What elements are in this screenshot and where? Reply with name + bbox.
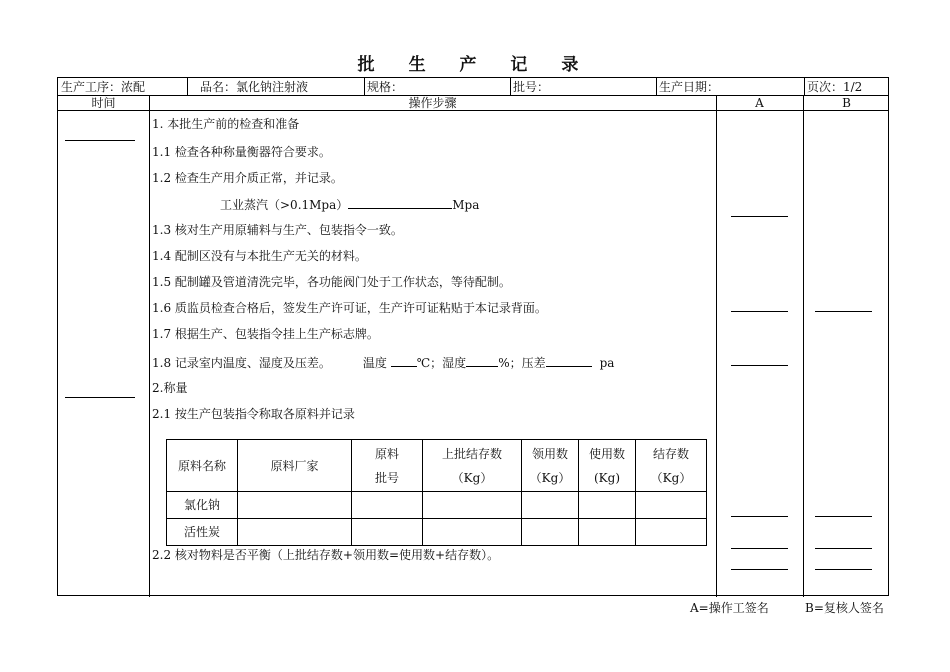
table-row [167, 492, 707, 519]
used-header: 使用数 (Kg) [579, 440, 636, 492]
operator-signature-blank[interactable] [731, 516, 788, 517]
step-1-7: 1.7 根据生产、包装指令挂上生产标志牌。 [152, 327, 379, 341]
table-cell[interactable] [579, 492, 636, 519]
reviewer-signature-blank[interactable] [815, 516, 872, 517]
material-maker-header: 原料厂家 [238, 440, 352, 492]
a-column-divider [803, 95, 804, 597]
table-cell[interactable] [636, 519, 707, 546]
date-field: 生产日期： [659, 80, 720, 94]
reviewer-signature-blank[interactable] [815, 548, 872, 549]
temperature-label: 温度 [362, 356, 387, 370]
header-separator [364, 78, 365, 95]
remaining-header: 结存数 （Kg） [636, 440, 707, 492]
received-header: 领用数 （Kg） [522, 440, 579, 492]
step-1: 1. 本批生产前的检查和准备 [152, 117, 300, 131]
pressure-unit: pa [599, 356, 615, 370]
page-number: 页次：1/2 [807, 80, 863, 94]
step-1-3: 1.3 核对生产用原辅料与生产、包装指令一致。 [152, 223, 403, 237]
batch-field: 批号： [513, 80, 550, 94]
material-lot-header: 原料 批号 [352, 440, 423, 492]
b-column-header: B [842, 96, 851, 110]
header-separator [187, 78, 188, 95]
operator-signature-blank[interactable] [731, 216, 788, 217]
temperature-unit: ℃；湿度 [416, 356, 467, 370]
material-name-cell: 活性炭 [167, 519, 238, 546]
step-1-6: 1.6 质监员检查合格后，签发生产许可证，生产许可证粘贴于本记录背面。 [152, 301, 547, 315]
operator-signature-blank[interactable] [731, 365, 788, 366]
reviewer-signature-blank[interactable] [815, 311, 872, 312]
steam-pressure-blank[interactable] [348, 197, 452, 209]
operator-signature-blank[interactable] [731, 569, 788, 570]
header-separator [804, 78, 805, 95]
step-1-4: 1.4 配制区没有与本批生产无关的材料。 [152, 249, 367, 263]
operator-signature-note: A=操作工签名 [690, 601, 769, 615]
material-name-header: 原料名称 [167, 440, 238, 492]
table-cell[interactable] [579, 519, 636, 546]
table-cell[interactable] [423, 519, 522, 546]
time-column-divider [149, 95, 150, 597]
previous-stock-header: 上批结存数 （Kg） [423, 440, 522, 492]
reviewer-signature-note: B=复核人签名 [805, 601, 884, 615]
reviewer-signature-blank[interactable] [815, 569, 872, 570]
pressure-blank[interactable] [546, 355, 592, 367]
operator-signature-blank[interactable] [731, 548, 788, 549]
header-separator [510, 78, 511, 95]
process-field: 生产工序：浓配 [61, 80, 146, 94]
time-column-header: 时间 [91, 96, 116, 110]
record-form [57, 77, 889, 596]
table-row [167, 519, 707, 546]
step-1-2: 1.2 检查生产用介质正常，并记录。 [152, 171, 343, 185]
product-field: 品名：氯化钠注射液 [200, 80, 309, 94]
table-cell[interactable] [238, 519, 352, 546]
table-cell[interactable] [352, 519, 423, 546]
steam-label: 工业蒸汽（>0.1Mpa） [220, 198, 349, 212]
table-cell[interactable] [238, 492, 352, 519]
steam-pressure-line [220, 197, 479, 212]
column-header-divider [58, 110, 888, 111]
material-name-cell: 氯化钠 [167, 492, 238, 519]
humidity-blank[interactable] [466, 355, 498, 367]
header-separator [656, 78, 657, 95]
step-2-1: 2.1 按生产包装指令称取各原料并记录 [152, 407, 355, 421]
steam-unit: Mpa [452, 198, 480, 212]
table-cell[interactable] [423, 492, 522, 519]
table-cell[interactable] [522, 492, 579, 519]
table-cell[interactable] [352, 492, 423, 519]
step-2-2: 2.2 核对物料是否平衡（上批结存数+领用数=使用数+结存数）。 [152, 548, 500, 562]
a-column-header: A [755, 96, 764, 110]
step-1-5: 1.5 配制罐及管道清洗完毕，各功能阀门处于工作状态，等待配制。 [152, 275, 511, 289]
table-cell[interactable] [522, 519, 579, 546]
step-1-8 [152, 355, 614, 370]
steps-column-divider [716, 95, 717, 597]
step-2: 2.称量 [152, 381, 188, 395]
page-title: 批 生 产 记 录 [357, 55, 593, 75]
time-blank[interactable] [65, 140, 135, 141]
spec-field: 规格： [367, 80, 404, 94]
step-1-8-text: 1.8 记录室内温度、湿度及压差。 [152, 356, 331, 370]
steps-column-header: 操作步骤 [408, 96, 457, 110]
humidity-unit: %；压差 [498, 356, 546, 370]
materials-table [166, 439, 707, 546]
step-1-1: 1.1 检查各种称量衡器符合要求。 [152, 145, 331, 159]
table-cell[interactable] [636, 492, 707, 519]
time-blank[interactable] [65, 397, 135, 398]
operator-signature-blank[interactable] [731, 311, 788, 312]
temperature-blank[interactable] [391, 355, 417, 367]
